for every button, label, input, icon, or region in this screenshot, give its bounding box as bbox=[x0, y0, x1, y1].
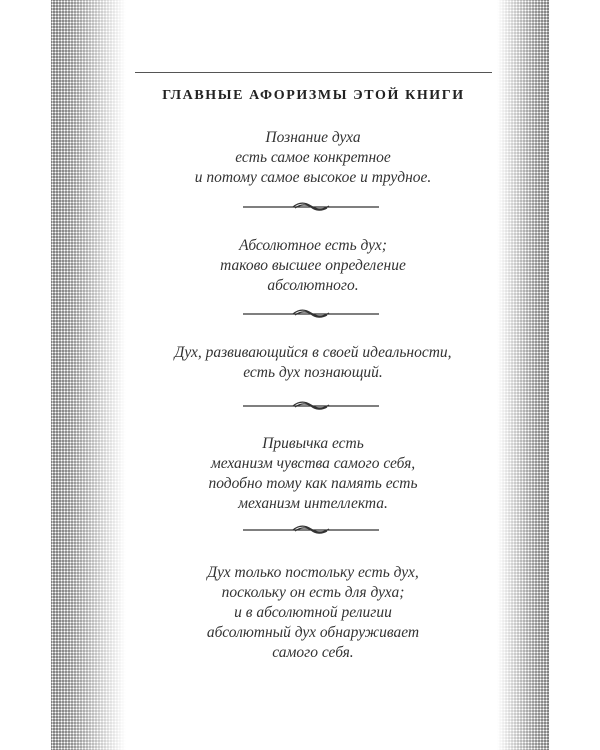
page-title: ГЛАВНЫЕ АФОРИЗМЫ ЭТОЙ КНИГИ bbox=[162, 88, 465, 103]
aphorism-line: механизм чувства самого себя, bbox=[210, 455, 416, 472]
aphorism-line: поскольку он есть для духа; bbox=[221, 584, 405, 601]
aphorism-line: и в абсолютной религии bbox=[234, 604, 392, 621]
ornament-divider-icon bbox=[243, 524, 379, 536]
aphorism-line: Познание духа bbox=[265, 129, 361, 146]
top-rule bbox=[135, 72, 492, 73]
aphorism-line: есть дух познающий. bbox=[243, 364, 383, 381]
halftone-border-left bbox=[51, 0, 126, 750]
ornament-divider-icon bbox=[243, 308, 379, 320]
aphorism-line: подобно тому как память есть bbox=[208, 475, 418, 492]
aphorism-line: и потому самое высокое и трудное. bbox=[194, 169, 432, 186]
aphorism-line: таково высшее определение bbox=[220, 257, 406, 274]
aphorism-line: Дух, развивающийся в своей идеальности, bbox=[174, 344, 452, 361]
aphorism-line: Привычка есть bbox=[262, 435, 364, 452]
aphorism-line: механизм интеллекта. bbox=[238, 495, 388, 512]
aphorism-5 bbox=[140, 563, 486, 663]
aphorism-line: абсолютный дух обнаруживает bbox=[206, 624, 420, 641]
aphorism-line: абсолютного. bbox=[267, 277, 359, 294]
halftone-border-right bbox=[497, 0, 549, 750]
ornament-divider-icon bbox=[243, 201, 379, 213]
aphorism-line: самого себя. bbox=[272, 644, 354, 661]
aphorism-3 bbox=[140, 343, 486, 383]
aphorism-line: есть самое конкретное bbox=[235, 149, 391, 166]
ornament-divider-icon bbox=[243, 400, 379, 412]
aphorism-1 bbox=[140, 128, 486, 188]
aphorism-4 bbox=[140, 434, 486, 514]
aphorism-2 bbox=[140, 236, 486, 296]
aphorism-line: Абсолютное есть дух; bbox=[239, 237, 387, 254]
aphorism-line: Дух только постольку есть дух, bbox=[207, 564, 419, 581]
